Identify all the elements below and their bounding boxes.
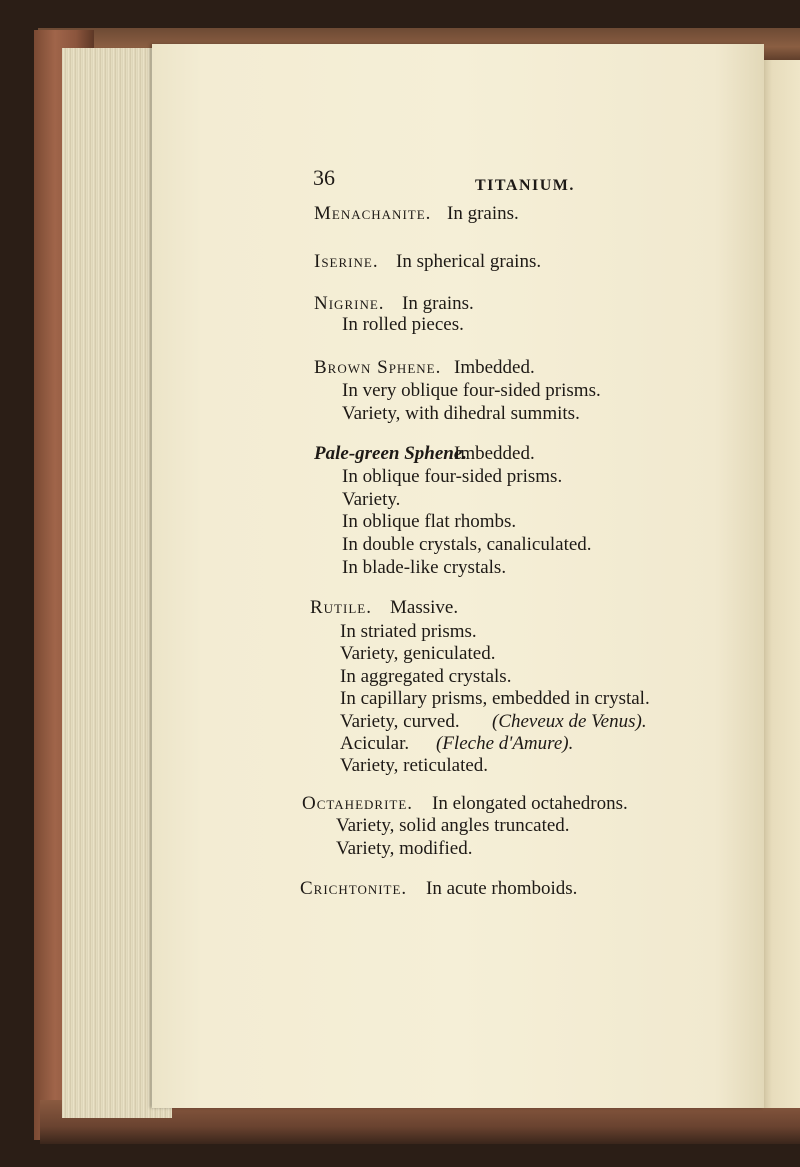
page-number: 36 <box>313 165 335 190</box>
variety-line: Variety, curved. <box>340 711 460 732</box>
variety-line: Acicular. <box>340 733 410 754</box>
variety-line: In oblique flat rhombs. <box>342 511 517 532</box>
annotation-cheveux: (Cheveux de Venus). <box>492 711 647 732</box>
variety-line: Variety, modified. <box>336 838 473 859</box>
entry-description: In elongated octahedrons. <box>432 793 628 814</box>
variety-line: In striated prisms. <box>340 621 477 642</box>
entry-name: Iserine. <box>314 251 379 272</box>
variety-line: Variety, geniculated. <box>340 643 496 664</box>
entry-name: Nigrine. <box>314 293 385 314</box>
variety-line: Variety, with dihedral summits. <box>342 403 580 424</box>
entry-name: Rutile. <box>310 597 372 618</box>
entry-name: Crichtonite. <box>300 878 408 899</box>
variety-line: In double crystals, canaliculated. <box>342 534 592 555</box>
entry-name: Pale-green Sphene. <box>314 443 468 464</box>
entry-description: Imbedded. <box>454 357 535 378</box>
annotation-fleche: (Fleche d'Amure). <box>436 733 574 754</box>
variety-line: In aggregated crystals. <box>340 666 512 687</box>
entry-description: Imbedded. <box>454 443 535 464</box>
entry-description: In grains. <box>402 293 474 314</box>
variety-line: In oblique four-sided prisms. <box>342 466 563 487</box>
entry-description: In grains. <box>447 203 519 224</box>
variety-line: In rolled pieces. <box>342 314 464 335</box>
variety-line: Variety, reticulated. <box>340 755 489 776</box>
variety-line: In blade-like crystals. <box>342 557 507 578</box>
entry-name: Menachanite. <box>314 203 432 224</box>
entry-name: Octahedrite. <box>302 793 414 814</box>
entry-name: Brown Sphene. <box>314 357 442 378</box>
running-title: TITANIUM. <box>475 177 575 194</box>
entry-description: In acute rhomboids. <box>426 878 578 899</box>
variety-line: In capillary prisms, embedded in crystal. <box>340 688 650 709</box>
variety-line: In very oblique four-sided prisms. <box>342 380 601 401</box>
entry-description: In spherical grains. <box>396 251 542 272</box>
entry-description: Massive. <box>390 597 459 618</box>
variety-line: Variety. <box>342 489 401 510</box>
variety-line: Variety, solid angles truncated. <box>336 815 570 836</box>
